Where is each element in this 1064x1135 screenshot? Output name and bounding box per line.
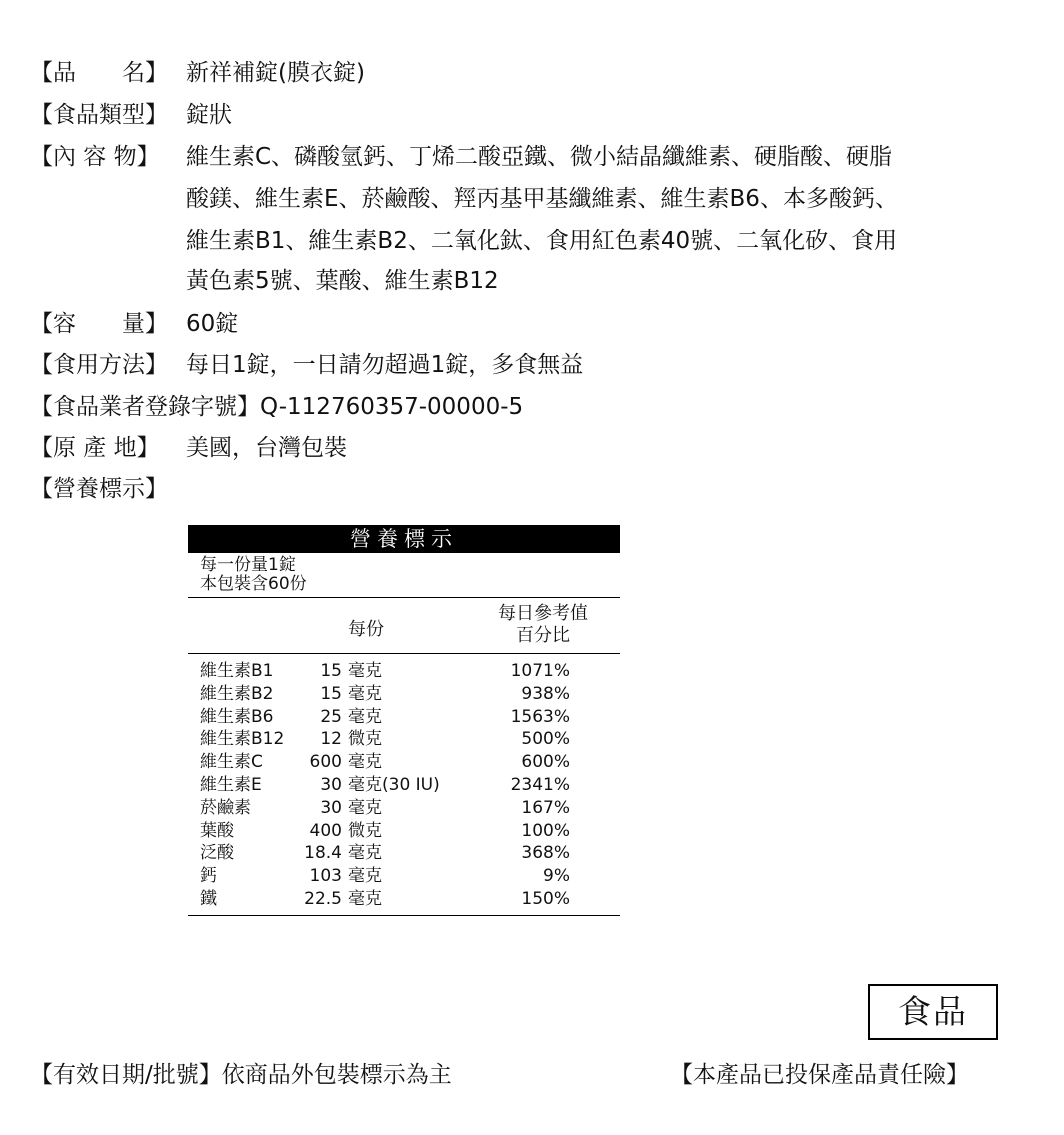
license-line	[30, 392, 523, 422]
col-daily-value-line2: 百分比	[516, 625, 570, 646]
usage-value: 每日1錠，一日請勿超過1錠，多食無益	[186, 352, 584, 378]
nutrient-daily-pct: 150%	[521, 888, 570, 909]
insurance-note: 【本產品已投保產品責任險】	[670, 1062, 969, 1088]
nutrient-name: 維生素C	[200, 752, 263, 773]
nutrient-daily-pct: 1563%	[510, 706, 570, 727]
nutrient-amount: 25	[320, 706, 342, 727]
nutrient-name: 維生素B12	[200, 729, 285, 750]
nutrient-amount: 30	[320, 774, 342, 795]
nutrient-daily-pct: 1071%	[510, 661, 570, 681]
nutrient-name: 維生素B2	[200, 683, 274, 704]
nutrient-daily-pct: 600%	[521, 752, 570, 773]
usage-line	[30, 350, 583, 380]
nutrition-label-line	[30, 474, 168, 504]
nutrient-row	[188, 683, 620, 706]
nutrient-amount: 15	[320, 683, 342, 704]
nutrient-unit: 微克	[348, 729, 382, 750]
serving-size: 每一份量1錠	[200, 555, 296, 575]
nutrient-amount: 22.5	[304, 888, 342, 909]
nutrient-row	[188, 888, 620, 911]
nutrient-daily-pct: 100%	[521, 820, 570, 841]
food-type-line	[30, 100, 232, 130]
nutrient-unit: 毫克	[348, 866, 382, 887]
nutrient-row	[188, 842, 620, 865]
product-name-line	[30, 58, 365, 88]
nutrient-amount: 18.4	[304, 843, 342, 864]
product-name-label: 【品 名】	[30, 60, 168, 86]
capacity-label: 【容 量】	[30, 311, 168, 337]
license-label: 【食品業者登錄字號】	[30, 394, 260, 420]
nutrient-name: 菸鹼素	[200, 797, 251, 818]
nutrient-daily-pct: 2341%	[510, 774, 570, 795]
nutrient-daily-pct: 368%	[521, 843, 570, 864]
origin-label: 【原 產 地】	[30, 435, 160, 461]
ingredients-text-4: 黃色素5號、葉酸、維生素B12	[186, 268, 499, 294]
nutrient-name: 維生素E	[200, 774, 262, 795]
nutrient-name: 鐵	[200, 888, 217, 909]
nutrient-unit: 毫克	[348, 888, 382, 909]
ingredients-text-2: 酸鎂、維生素E、菸鹼酸、羥丙基甲基纖維素、維生素B6、本多酸鈣、	[186, 186, 898, 212]
servings-per-package: 本包裝含60份	[200, 574, 307, 594]
nutrition-serving-info	[188, 553, 620, 598]
nutrition-table	[188, 525, 620, 916]
nutrition-section-label: 【營養標示】	[30, 476, 168, 502]
nutrient-row	[188, 751, 620, 774]
nutrient-daily-pct: 500%	[521, 729, 570, 750]
col-daily-value	[488, 603, 598, 647]
ingredients-line	[30, 142, 186, 172]
expiry-note: 【有效日期/批號】依商品外包裝標示為主	[30, 1062, 452, 1088]
nutrient-row	[188, 774, 620, 797]
capacity-line	[30, 309, 238, 339]
nutrient-row	[188, 706, 620, 729]
nutrient-name: 泛酸	[200, 843, 234, 864]
nutrient-amount: 600	[309, 752, 342, 773]
capacity-value: 60錠	[186, 311, 239, 337]
nutrient-row	[188, 865, 620, 888]
nutrient-amount: 103	[309, 866, 342, 887]
usage-label: 【食用方法】	[30, 352, 168, 378]
col-daily-value-line1: 每日參考值	[498, 603, 588, 624]
nutrition-header	[188, 598, 620, 654]
food-type-value: 錠狀	[186, 102, 232, 128]
ingredients-label: 【內 容 物】	[30, 144, 160, 170]
nutrient-amount: 12	[320, 729, 342, 750]
nutrient-daily-pct: 9%	[543, 866, 570, 887]
food-badge: 食品	[868, 984, 998, 1040]
license-value: Q-112760357-00000-5	[260, 394, 524, 420]
nutrient-unit: 毫克	[348, 683, 382, 704]
origin-line	[30, 433, 347, 463]
nutrition-title: 營養標示	[188, 525, 620, 553]
nutrient-name: 葉酸	[200, 820, 234, 841]
nutrient-amount: 15	[320, 661, 342, 681]
nutrient-row	[188, 728, 620, 751]
nutrient-daily-pct: 167%	[521, 797, 570, 818]
nutrient-unit: 毫克	[348, 706, 382, 727]
nutrient-unit: 毫克(30 IU)	[348, 774, 440, 795]
nutrient-row	[188, 797, 620, 820]
nutrient-name: 維生素B6	[200, 706, 274, 727]
origin-value: 美國，台灣包裝	[186, 435, 347, 461]
ingredients-text-3: 維生素B1、維生素B2、二氧化鈦、食用紅色素40號、二氧化矽、食用	[186, 228, 898, 254]
nutrient-amount: 30	[320, 797, 342, 818]
food-type-label: 【食品類型】	[30, 102, 168, 128]
ingredients-text-1: 維生素C、磷酸氫鈣、丁烯二酸亞鐵、微小結晶纖維素、硬脂酸、硬脂	[186, 144, 893, 170]
nutrient-unit: 毫克	[348, 661, 382, 681]
nutrition-rows	[188, 654, 620, 916]
nutrient-row	[188, 660, 620, 683]
nutrient-name: 維生素B1	[200, 661, 274, 681]
nutrient-daily-pct: 938%	[521, 683, 570, 704]
nutrient-amount: 400	[309, 820, 342, 841]
nutrient-name: 鈣	[200, 866, 217, 887]
nutrient-unit: 毫克	[348, 752, 382, 773]
product-name-value: 新祥補錠(膜衣錠)	[186, 60, 365, 86]
col-per-serving: 每份	[348, 619, 384, 640]
nutrient-unit: 毫克	[348, 797, 382, 818]
nutrient-unit: 毫克	[348, 843, 382, 864]
nutrient-row	[188, 820, 620, 843]
nutrient-unit: 微克	[348, 820, 382, 841]
